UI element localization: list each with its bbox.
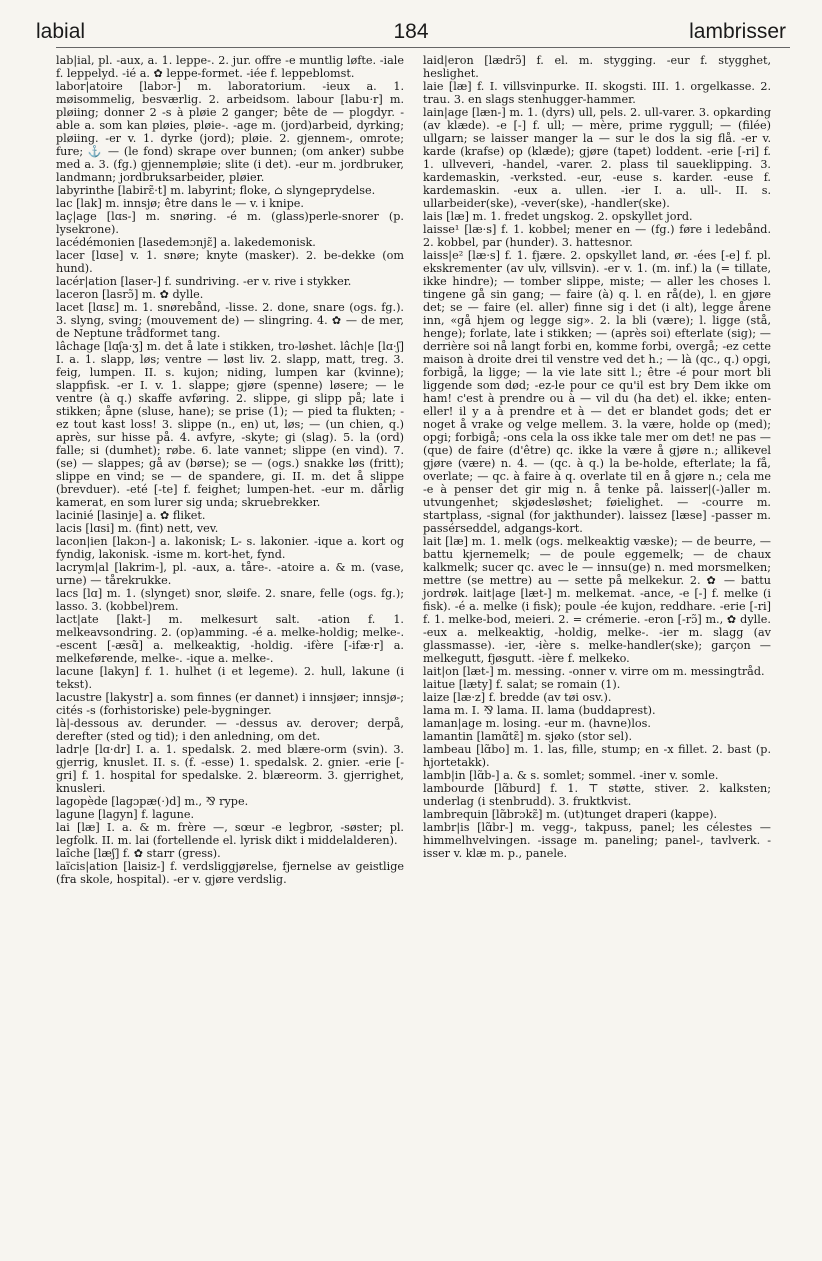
- entry: laid|eron [lædrɔ̃] f. el. m. stygging. -eur f. stygghet, heslighet.: [423, 54, 771, 80]
- entry: lacune [lakyn] f. 1. hulhet (i et legeme). 2. hull, lakune (i tekst).: [56, 665, 404, 691]
- entry: laîche [læʃ] f. ✿ starr (gress).: [56, 847, 221, 860]
- entry: lai [læ] I. a. & m. frère —, sœur -e legbror, -søster; pl. legfolk. II. m. lai (fortellende el. lyrisk dikt i middelalderen).: [56, 821, 404, 847]
- entry: lacet [lɑsɛ] m. 1. snørebånd, -lisse. 2. done, snare (ogs. fg.). 3. slyng, sving; (mouvement de) — slingring. 4. ✿ — de mer, de Neptune trådformet tang.: [56, 301, 404, 340]
- entry: laman|age m. losing. -eur m. (havne)los.: [423, 717, 651, 730]
- entry: lacer [lɑse] v. 1. snøre; knyte (masker). 2. be-dekke (om hund).: [56, 249, 404, 275]
- entry: là|-dessous av. derunder. — -dessus av. derover; derpå, derefter (sted og tid); i den anledning, om det.: [56, 717, 404, 743]
- entry: lacon|ien [lakɔn-] a. lakonisk; L- s. lakonier. -ique a. kort og fyndig, lakonisk. -isme m. kort-het, fynd.: [56, 535, 404, 561]
- entry: lac [lak] m. innsjø; être dans le — v. i knipe.: [56, 197, 304, 210]
- entry: lacinié [lasinje] a. ✿ fliket.: [56, 509, 206, 522]
- entry: lacustre [lakystr] a. som finnes (er dannet) i innsjøer; innsjø-; cités -s (forhistoriske) pele-bygninger.: [56, 691, 404, 717]
- entry: lambrequin [lɑ̃brɔkɛ̃] m. (ut)tunget draperi (kappe).: [423, 808, 718, 821]
- right-column: [423, 54, 771, 860]
- entry: lamb|in [lɑ̃b-] a. & s. somlet; sommel. -iner v. somle.: [423, 769, 719, 782]
- entry: labor|atoire [labɔr-] m. laboratorium. -ieux a. 1. møisommelig, besværlig. 2. arbeidsom. labour [labu·r] m. pløiing; donner 2 -s à pløie 2 ganger; bête de — plogdyr. -able a. som kan pløies, pløie-. -age m. (jord)arbeid, dyrking; pløiing. -er v. 1. dyrke (jord); pløie. 2. gjennem-, omrote; fure; ⚓ — (le fond) skrape over bunnen; (om anker) subbe med a. 3. (fg.) gjennempløie; slite (i det). -eur m. jordbruker, landmann; jordbruksarbeider, pløier.: [56, 80, 404, 184]
- entry: lacs [lɑ] m. 1. (slynget) snor, sløife. 2. snare, felle (ogs. fg.); lasso. 3. (kobbel)rem.: [56, 587, 404, 613]
- entry: lact|ate [lakt-] m. melkesurt salt. -ation f. 1. melkeavsondring. 2. (op)amming. -é a. melke-holdig; melke-. -escent [-æsɑ̃] a. melkeaktig, -holdig. -ifère [-ifæ·r] a. melkeførende, melke-. -ique a. melke-.: [56, 613, 404, 665]
- entry: lamantin [lamɑ̃tɛ̃] m. sjøko (stor sel).: [423, 730, 633, 743]
- entry: lambr|is [lɑ̃br-] m. vegg-, takpuss, panel; les célestes — himmelhvelvingen. -issage m. paneling; panel-, tavlverk. -isser v. klæ m. p., panele.: [423, 821, 771, 860]
- entry: laceron [lasrɔ̃] m. ✿ dylle.: [56, 288, 204, 301]
- entry: laize [læ·z] f. bredde (av tøi osv.).: [423, 691, 612, 704]
- entry: laie [læ] f. I. villsvinpurke. II. skogsti. III. 1. orgelkasse. 2. trau. 3. en slags stenhugger-hammer.: [423, 80, 771, 106]
- entry: lagune [lagyn] f. lagune.: [56, 808, 195, 821]
- entry: lama m. I. ⅋ lama. II. lama (buddaprest).: [423, 704, 656, 717]
- entry: lambourde [lɑ̃burd] f. 1. ⊤ støtte, stiver. 2. kalksten; underlag (i stenbrudd). 3. fruktkvist.: [423, 782, 771, 808]
- entry: labyrinthe [labirɛ̃·t] m. labyrint; floke, ⌂ slyngeprydelse.: [56, 184, 376, 197]
- entry: ladr|e [lɑ·dr] I. a. 1. spedalsk. 2. med blære-orm (svin). 3. gjerrig, knuslet. II. s. (f. -esse) 1. spedalsk. 2. gnier. -erie [-ɡri] f. 1. hospital for spedalske. 2. blæreorm. 3. gjerrighet, knusleri.: [56, 743, 404, 795]
- entry: lait [læ] m. 1. melk (ogs. melkeaktig væske); — de beurre, — battu kjernemelk; — de poule eggemelk; — de chaux kalkmelk; sucer qc. avec le — innsu(ge) n. med morsmelken; mettre (se mettre) au — sette på melkekur. 2. ✿ — battu jordrøk. lait|age [læt-] m. melkemat. -ance, -e [-] f. melke (i fisk). -é a. melke (i fisk); poule -ée kujon, reddhare. -erie [-ri] f. 1. melke-bod, meieri. 2. = crémerie. -eron [-rɔ̃] m., ✿ dylle. -eux a. melkeaktig, -holdig, melke-. -ier m. slagg (av glassmasse). -ier, -ière s. melke-handler(ske); garçon — melkegutt, fjøsgutt. -ière f. melkeko.: [423, 535, 771, 665]
- entry: lagopède [lagɔpæ(·)d] m., ⅋ rype.: [56, 795, 249, 808]
- page-header: [36, 20, 786, 50]
- entry: laïcis|ation [laisiz-] f. verdsliggjørelse, fjernelse av geistlige (fra skole, hospital). -er v. gjøre verdslig.: [56, 860, 404, 886]
- entry: lacis [lɑsi] m. (fint) nett, vev.: [56, 522, 219, 535]
- page-number: 184: [393, 20, 429, 43]
- entry: laitue [læty] f. salat; se romain (1).: [423, 678, 621, 691]
- entry: lain|age [læn-] m. 1. (dyrs) ull, pels. 2. ull-varer. 3. opkarding (av klæde). -e [-] f. ull; — mère, prime ryggull; — (filée) ullgarn; se laisser manger la — sur le dos la sig flå. -er v. karde (krafse) op (klæde); gjøre (tapet) loddent. -erie [-ri] f. 1. ullveveri, -handel, -varer. 2. plass til saueklipping. 3. kardemaskin, -verksted. -eur, -euse s. karder. -euse f. kardemaskin. -eux a. ullen. -ier I. a. ull-. II. s. ullarbeider(ske), -vever(ske), -handler(ske).: [423, 106, 771, 210]
- entry: lacédémonien [lasedemɔnjɛ̃] a. lakedemonisk.: [56, 236, 316, 249]
- entry: lambeau [lɑ̃bo] m. 1. las, fille, stump; en -x fillet. 2. bast (p. hjortetakk).: [423, 743, 771, 769]
- entry: lâchage [lɑʃa·ʒ] m. det å late i stikken, tro-løshet. lâch|e [lɑ·ʃ] I. a. 1. slapp, løs; ventre — løst liv. 2. slapp, matt, treg. 3. feig, lumpen. II. s. kujon; niding, lumpen kar (kvinne); slappfisk. -er I. v. 1. slappe; gjøre (spenne) løsere; — le ventre (à q.) skaffe avføring. 2. slippe, gi slipp på; late i stikken; åpne (sluse, hane); se prise (1); — pied ta flukten; -ez tout kast loss! 3. slippe (n., en) ut, løs; — (un chien, q.) après, sur hisse på. 4. avfyre, -skyte; gi (slag). 5. la (ord) falle; si (dumhet); røbe. 6. late vannet; slippe (en vind). 7. (se) — slappes; gå av (børse); se — (ogs.) snakke løs (fritt); slippe en vind; se — de spandere, gi. II. m. det å slippe (brevduer). -eté [-te] f. feighet; lumpen-het. -eur m. dårlig kamerat, en som lurer sig unda; skruebrekker.: [56, 340, 404, 509]
- entry: lacér|ation [laser-] f. sundriving. -er v. rive i stykker.: [56, 275, 352, 288]
- entry: lait|on [læt-] m. messing. -onner v. virre om m. messingtråd.: [423, 665, 765, 678]
- header-rule: [56, 47, 790, 48]
- left-column: [56, 54, 404, 886]
- entry: laiss|e² [læ·s] f. 1. fjære. 2. opskyllet land, ør. -ées [-e] f. pl. ekskrementer (av ulv, villsvin). -er v. 1. (m. inf.) la (= tillate, ikke hindre); — tomber slippe, miste; — aller les choses l. tingene gå sin gang; — faire (à) q. l. en rå(de), l. en gjøre det; se — faire (el. aller) finne sig i det (i alt), legge årene inn, «gå hjem og legge sig». 2. la bli (være); l. ligge (stå, henge); forlate, late i stikken; — (après soi) efterlate (sig); — derrière soi nå langt forbi en, komme forbi, overgå; -ez cette maison à droite drei til venstre ved det h.; — là (qc., q.) opgi, forbigå, la ligge; — la vie late sitt l.; être -é pour mort bli liggende som død; -ez-le pour ce qu'il est bry Dem ikke om ham! c'est à prendre ou à — vil du (ha det) el. ikke; enten-eller! il y a à prendre et à — det er blandet gods; det er noget å vrake og velge mellem. 3. la være, holde op (med); opgi; forbigå; -ons cela la oss ikke tale mer om det! ne pas — (que) de faire (d'être) qc. ikke la være å gjøre n.; allikevel gjøre (være) n. 4. — (qc. à q.) la be-holde, efterlate; la få, overlate; — qc. à faire à q. overlate til en å gjøre n.; cela me -e à penser det gir mig n. å tenke på. laisser|(-)aller m. utvungenhet; skjødesløshet; føielighet. — -courre m. startplass, -signal (for jakthunder). laissez [læse] -passer m. passérseddel, adgangs-kort.: [423, 249, 771, 535]
- entry: lacrym|al [lakrim-], pl. -aux, a. tåre-. -atoire a. & m. (vase, urne) — tårekrukke.: [56, 561, 404, 587]
- entry: lab|ial, pl. -aux, a. 1. leppe-. 2. jur. offre -e muntlig løfte. -iale f. leppelyd. -ié a. ✿ leppe-formet. -iée f. leppeblomst.: [56, 54, 404, 80]
- entry: laç|age [lɑs-] m. snøring. -é m. (glass)perle-snorer (p. lysekrone).: [56, 210, 404, 236]
- entry: lais [læ] m. 1. fredet ungskog. 2. opskyllet jord.: [423, 210, 693, 223]
- left-guide-word: labial: [36, 20, 86, 43]
- right-guide-word: lambrisser: [689, 20, 786, 43]
- entry: laisse¹ [læ·s] f. 1. kobbel; mener en — (fg.) føre i ledebånd. 2. kobbel, par (hunder). 3. hattesnor.: [423, 223, 771, 249]
